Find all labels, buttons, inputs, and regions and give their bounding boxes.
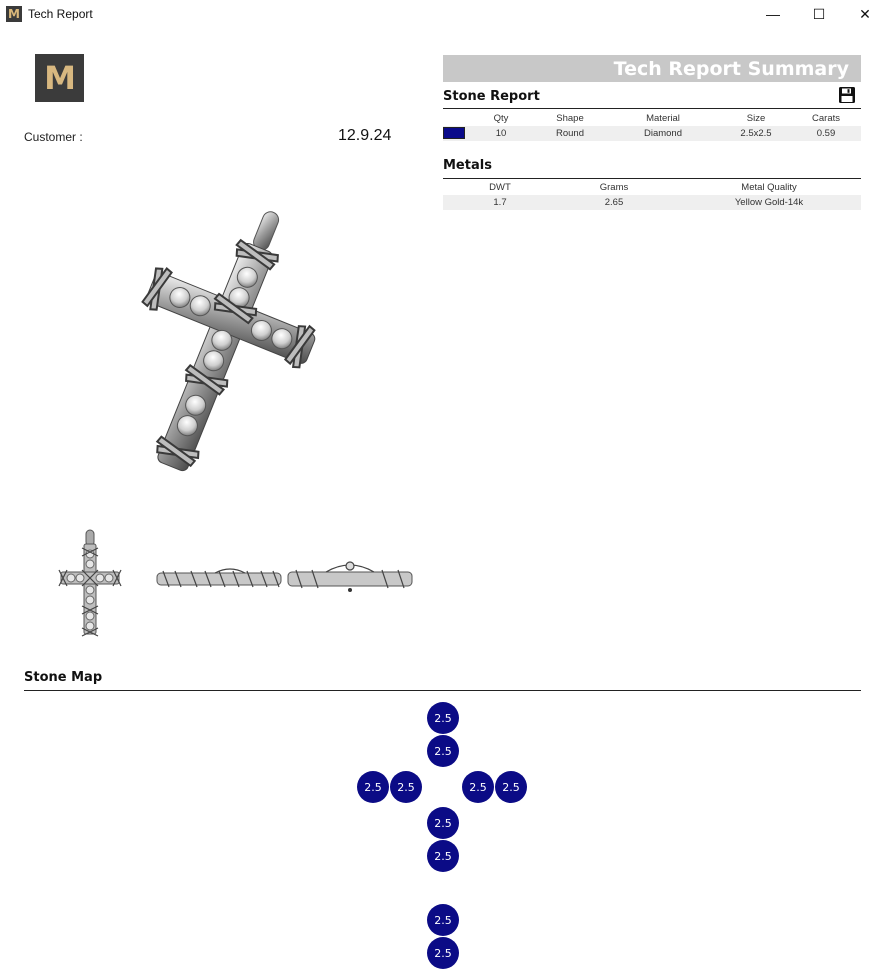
pendant-side-view-image xyxy=(155,563,283,593)
stone-marker[interactable]: 2.5 xyxy=(462,771,494,803)
stone-map-area xyxy=(37,700,847,976)
stone-marker[interactable]: 2.5 xyxy=(357,771,389,803)
close-button[interactable]: ✕ xyxy=(859,5,871,22)
stone-map-title: Stone Map xyxy=(24,670,103,685)
metals-table xyxy=(443,180,861,210)
pendant-front-view-image xyxy=(55,528,125,638)
logo-letter: M xyxy=(44,59,75,97)
header-material: Material xyxy=(646,113,680,124)
header-dwt: DWT xyxy=(489,182,511,193)
stone-report-divider xyxy=(443,108,861,109)
title-bar xyxy=(0,0,882,28)
header-size: Size xyxy=(746,113,766,124)
table-header xyxy=(443,111,861,126)
pendant-top-view-image xyxy=(286,558,414,594)
cell-material: Diamond xyxy=(643,128,683,139)
report-date: 12.9.24 xyxy=(338,127,392,144)
save-icon[interactable] xyxy=(838,86,856,104)
pendant-render-image xyxy=(120,200,320,490)
app-icon: M xyxy=(6,6,22,22)
window-title: Tech Report xyxy=(28,7,93,21)
company-logo xyxy=(35,54,84,102)
stone-marker[interactable]: 2.5 xyxy=(427,702,459,734)
header-shape: Shape xyxy=(556,113,584,124)
cell-metal-quality: Yellow Gold-14k xyxy=(734,197,804,208)
header-qty: Qty xyxy=(493,113,509,124)
minimize-button[interactable]: — xyxy=(766,6,780,22)
customer-label: Customer : xyxy=(24,130,83,144)
stone-report-table xyxy=(443,111,861,141)
table-row xyxy=(443,195,861,210)
metals-divider xyxy=(443,178,861,179)
header-grams: Grams xyxy=(599,182,629,193)
maximize-button[interactable]: ☐ xyxy=(812,5,826,22)
stone-marker[interactable]: 2.5 xyxy=(390,771,422,803)
stone-marker[interactable]: 2.5 xyxy=(427,735,459,767)
stone-marker[interactable]: 2.5 xyxy=(427,937,459,969)
cell-shape: Round xyxy=(556,128,584,139)
cell-dwt: 1.7 xyxy=(493,197,507,208)
stone-map-divider xyxy=(24,690,861,691)
summary-title: Tech Report Summary xyxy=(613,58,849,80)
stone-marker[interactable]: 2.5 xyxy=(495,771,527,803)
cell-carats: 0.59 xyxy=(816,128,836,139)
stone-marker[interactable]: 2.5 xyxy=(427,904,459,936)
cell-grams: 2.65 xyxy=(604,197,624,208)
summary-header xyxy=(443,55,861,82)
stone-marker[interactable]: 2.5 xyxy=(427,807,459,839)
stone-marker[interactable]: 2.5 xyxy=(427,840,459,872)
header-carats: Carats xyxy=(812,113,840,124)
table-row xyxy=(443,126,861,141)
cell-qty: 10 xyxy=(495,128,507,139)
stone-color-swatch xyxy=(443,127,465,139)
header-metal-quality: Metal Quality xyxy=(741,182,797,193)
table-header xyxy=(443,180,861,195)
metals-title: Metals xyxy=(443,158,492,173)
stone-report-title: Stone Report xyxy=(443,89,540,104)
cell-size: 2.5x2.5 xyxy=(740,128,772,139)
